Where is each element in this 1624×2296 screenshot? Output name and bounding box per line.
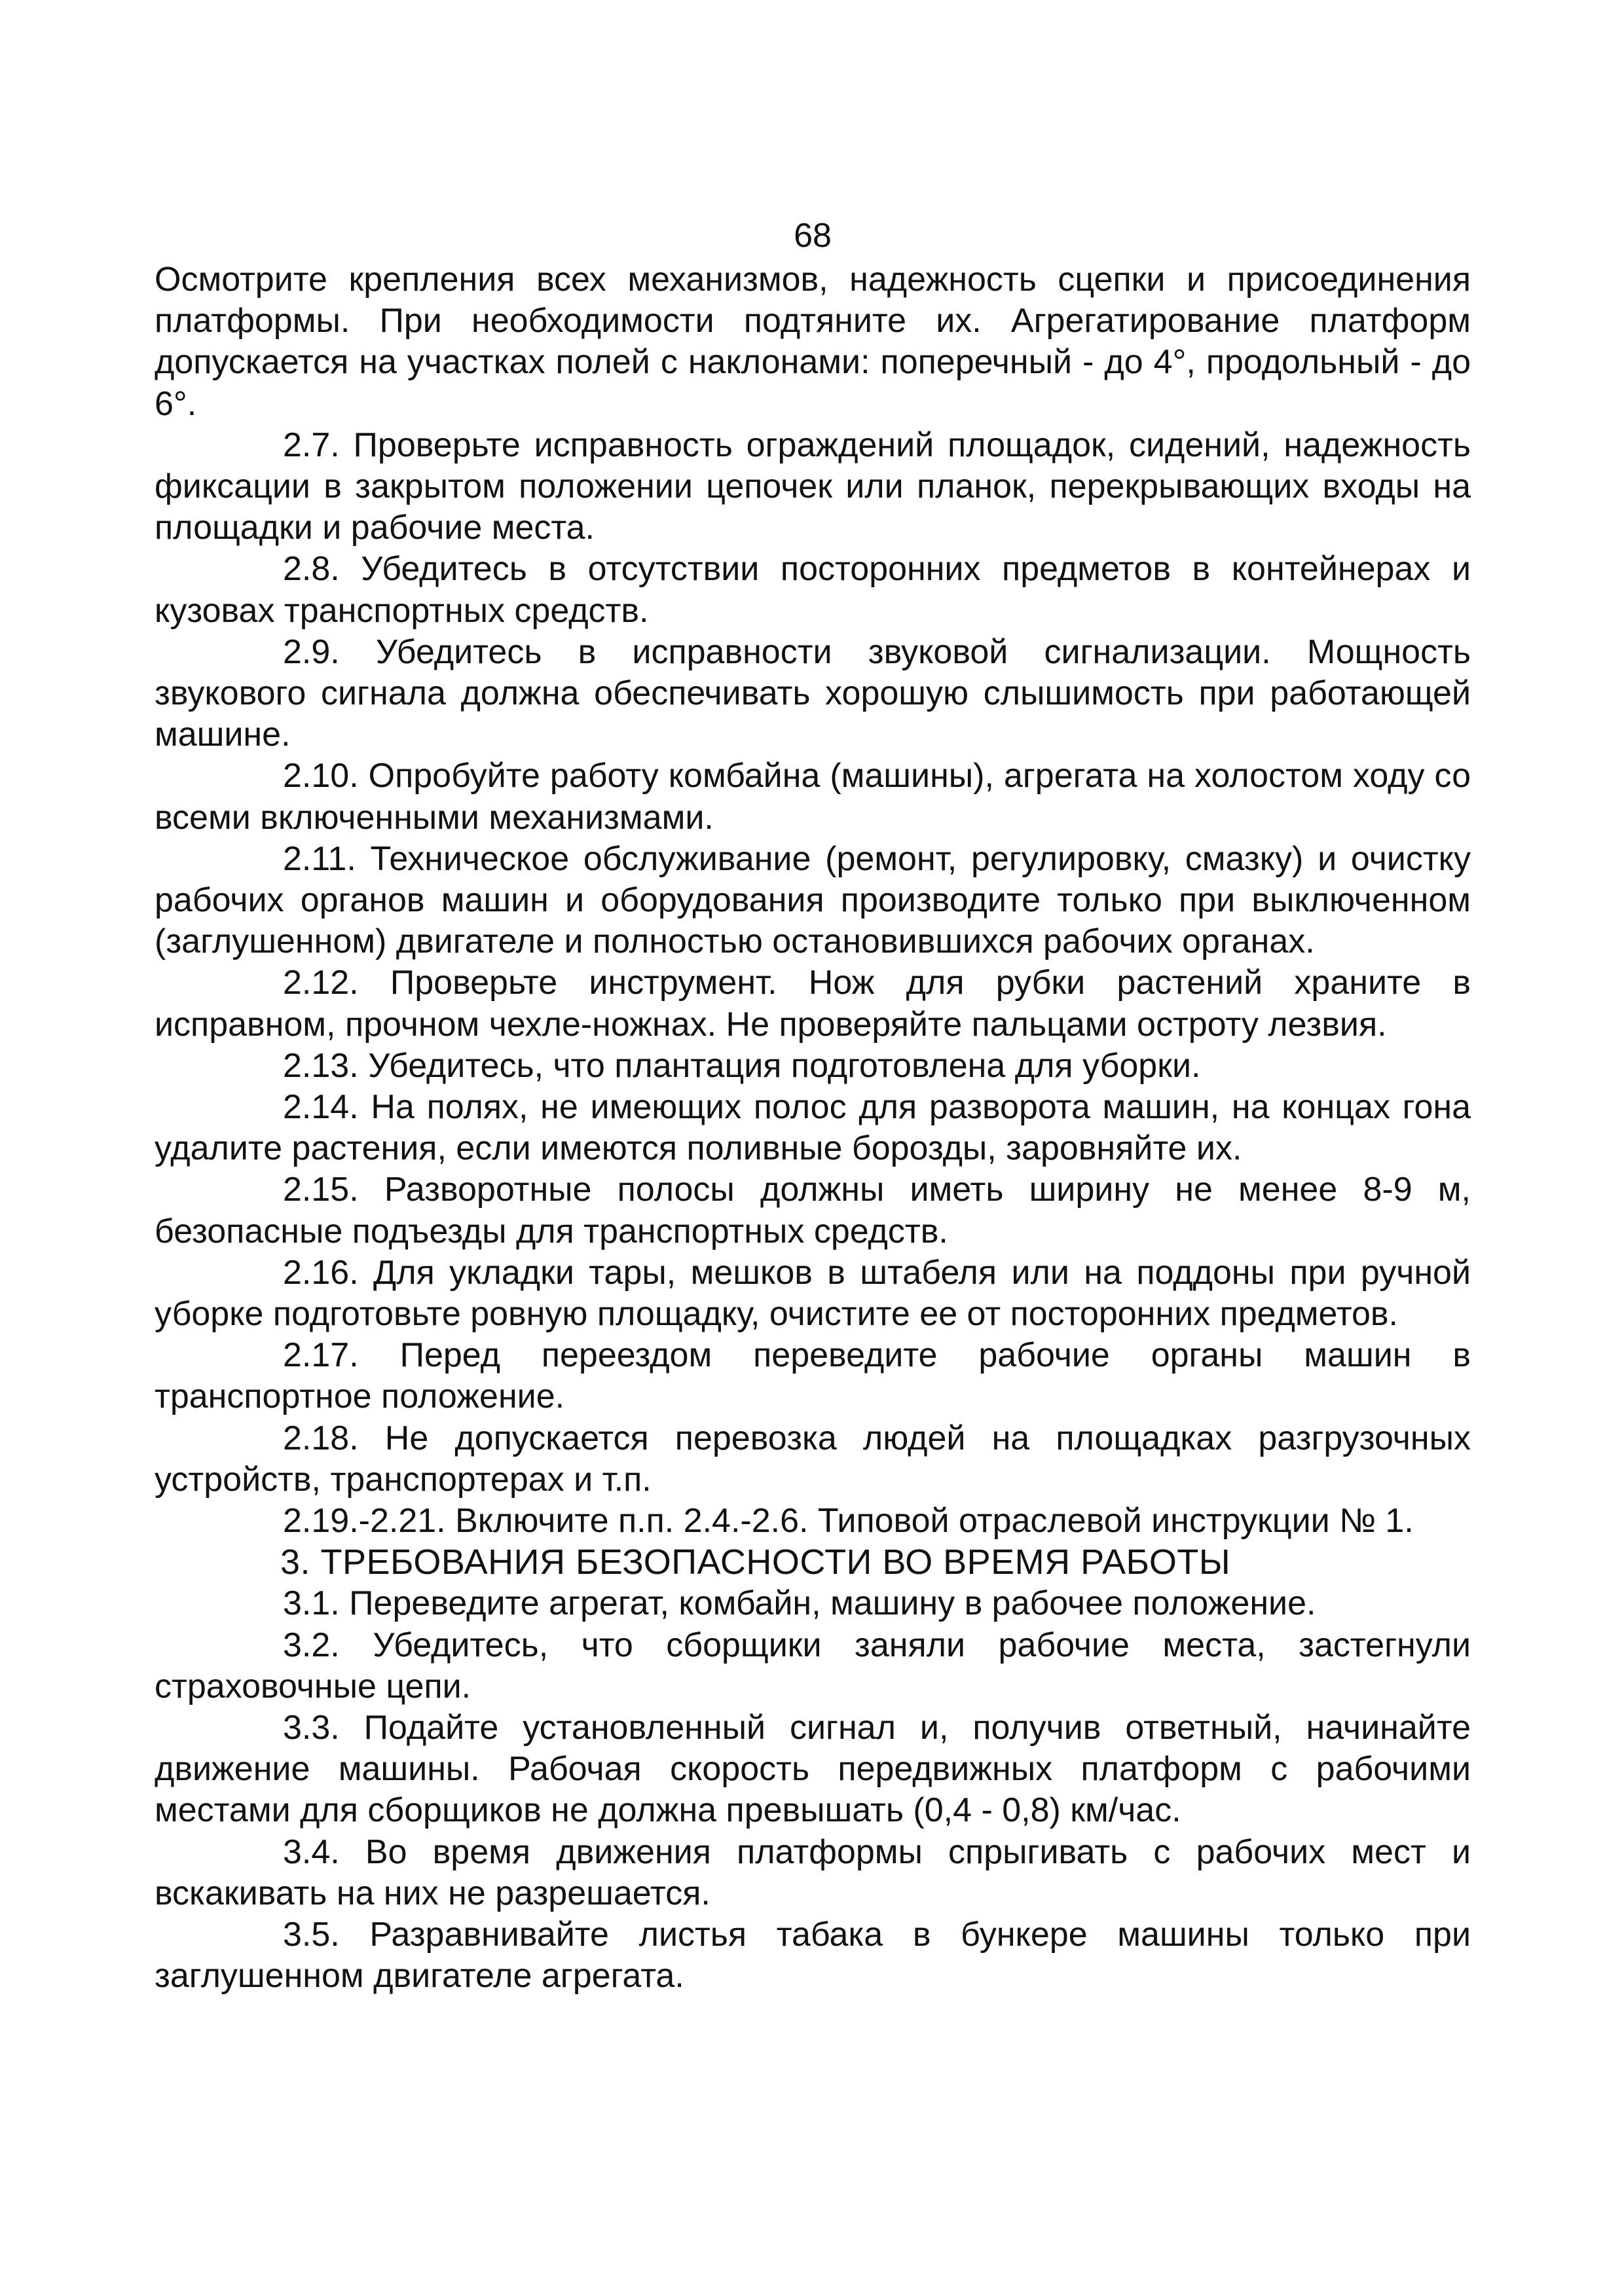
paragraph-2-8: 2.8. Убедитесь в отсутствии посторонних предметов в контейнерах и кузовах транспортных средств. [155,550,1471,630]
document-page [155,216,1471,1997]
paragraph-3-2: 3.2. Убедитесь, что сборщики заняли рабочие места, застегнули страховочные цепи. [155,1626,1471,1705]
paragraph-2-19-2-21: 2.19.-2.21. Включите п.п. 2.4.-2.6. Типовой отраслевой инструкции № 1. [283,1502,1414,1540]
page-number: 68 [794,217,832,255]
paragraph-3-5: 3.5. Разравнивайте листья табака в бункере машины только при заглушенном двигателе агрегата. [155,1915,1471,1995]
paragraph-2-9: 2.9. Убедитесь в исправности звуковой сигнализации. Мощность звукового сигнала должна обеспечивать хорошую слышимость при работающей машине. [155,632,1471,754]
paragraph-2-15: 2.15. Разворотные полосы должны иметь ширину не менее 8-9 м, безопасные подъезды для транспортных средств. [155,1171,1471,1250]
paragraph-2-18: 2.18. Не допускается перевозка людей на площадках разгрузочных устройств, транспортерах и т.п. [155,1419,1471,1499]
paragraph-3-1: 3.1. Переведите агрегат, комбайн, машину в рабочее положение. [283,1584,1316,1623]
paragraph-2-17: 2.17. Перед переездом переведите рабочие органы машин в транспортное положение. [155,1336,1471,1416]
section-heading: 3. ТРЕБОВАНИЯ БЕЗОПАСНОСТИ ВО ВРЕМЯ РАБОТЫ [280,1542,1231,1582]
paragraph-intro: Осмотрите крепления всех механизмов, надежность сцепки и присоединения платформы. При необходимости подтяните их. Агрегатирование платформ допускается на участках полей с наклонами: поперечный - до 4°, продольный - до 6°. [155,261,1471,423]
body-text [155,259,1471,1997]
paragraph-2-10: 2.10. Опробуйте работу комбайна (машины), агрегата на холостом ходу со всеми включенными механизмами. [155,757,1471,837]
paragraph-2-12: 2.12. Проверьте инструмент. Нож для рубки растений храните в исправном, прочном чехле-ножнах. Не проверяйте пальцами остроту лезвия. [155,964,1471,1044]
paragraph-2-7: 2.7. Проверьте исправность ограждений площадок, сидений, надежность фиксации в закрытом положении цепочек или планок, перекрывающих входы на площадки и рабочие места. [155,426,1471,547]
paragraph-3-4: 3.4. Во время движения платформы спрыгивать с рабочих мест и вскакивать на них не разрешается. [155,1832,1471,1912]
paragraph-3-3: 3.3. Подайте установленный сигнал и, получив ответный, начинайте движение машины. Рабочая скорость передвижных платформ с рабочими местами для сборщиков не должна превышать (0,4 - 0,8) км/час. [155,1708,1471,1830]
paragraph-2-16: 2.16. Для укладки тары, мешков в штабеля или на поддоны при ручной уборке подготовьте ровную площадку, очистите ее от посторонних предметов. [155,1253,1471,1334]
paragraph-2-14: 2.14. На полях, не имеющих полос для разворота машин, на концах гона удалите растения, если имеются поливные борозды, заровняйте их. [155,1088,1471,1168]
paragraph-2-13: 2.13. Убедитесь, что плантация подготовлена для уборки. [283,1046,1201,1085]
paragraph-2-11: 2.11. Техническое обслуживание (ремонт, регулировку, смазку) и очистку рабочих органов машин и оборудования производите только при выключенном (заглушенном) двигателе и полностью остановившихся рабочих органах. [155,839,1471,961]
